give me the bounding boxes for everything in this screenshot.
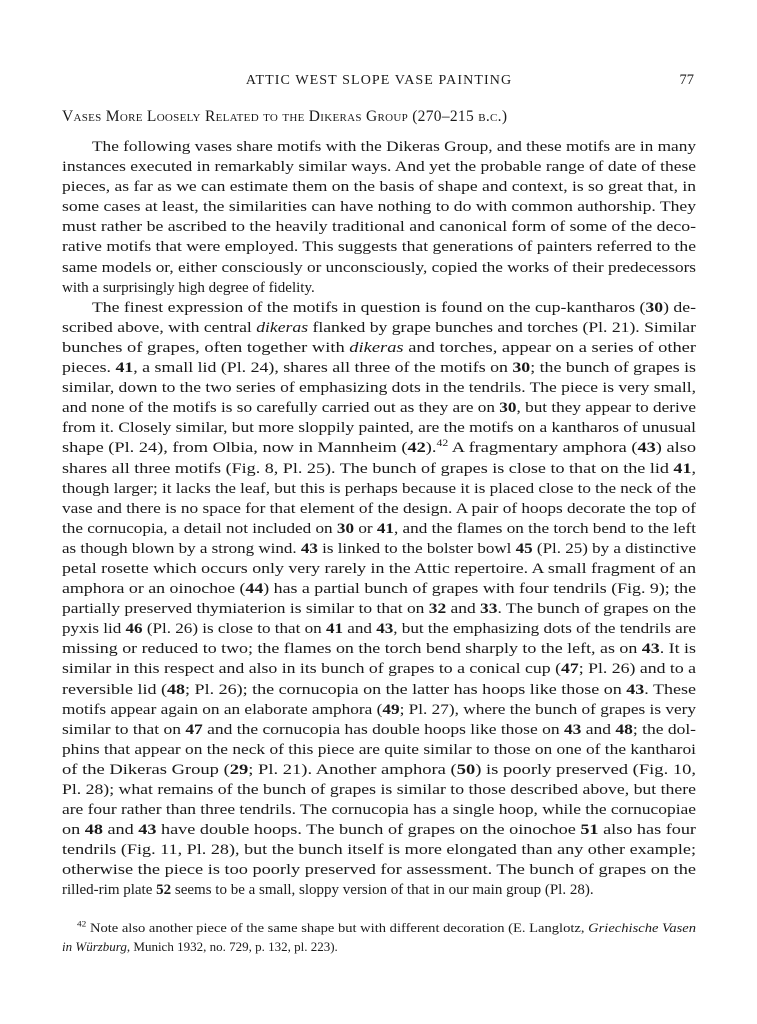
section-heading: Vases More Loosely Related to the Dikeras Group (270–215 b.c.) [62,108,508,125]
text-line: as though blown by a strong wind. 43 is linked to the bolster bowl 45 (Pl. 25) by a distinctive [62,540,696,557]
text-line: the cornucopia, a detail not included on 30 or 41, and the flames on the torch bend to the left [62,520,696,537]
text-line: bunches of grapes, often together with dikeras and torches, appear on a series of other [62,339,696,356]
text-line: amphora or an oinochoe (44) has a partial bunch of grapes with four tendrils (Fig. 9); the [62,581,696,598]
text-line: pieces, as far as we can estimate them on the basis of shape and context, is so great that, in [62,179,696,196]
running-head: ATTIC WEST SLOPE VASE PAINTING [245,73,513,88]
text-line: scribed above, with central dikeras flanked by grape bunches and torches (Pl. 21). Similar [62,319,697,336]
footnote [62,919,696,956]
text-line: pieces. 41, a small lid (Pl. 24), shares all three of the motifs on 30; the bunch of grapes is [62,360,696,377]
text-line: same models or, either consciously or unconsciously, copied the works of their predecessors [62,259,696,276]
text-line: phins that appear on the neck of this piece are quite similar to those on one of the kantharoi [62,741,696,758]
text-line: are four rather than three tendrils. The cornucopia has a single hoop, while the cornucopiae [62,802,696,819]
footnote-reference: 42 [436,438,449,450]
text-line: in Würzburg, Munich 1932, no. 729, p. 132, pl. 223). [62,938,338,954]
text-line: rative motifs that were employed. This suggests that generations of painters referred to the [62,239,696,256]
page-number: 77 [679,72,694,88]
body-text [62,137,696,901]
text-line: missing or reduced to two; the flames on the torch bend sharply to the left, as on 43. It is [62,641,696,658]
footnote-reference: 42 [77,919,87,929]
paragraph [62,298,696,901]
text-line: The following vases share motifs with the Dikeras Group, and these motifs are in many [92,139,696,155]
text-line: instances executed in remarkably similar ways. And yet the probable range of date of these [62,159,696,176]
text-line: though larger; it lacks the leaf, but this is perhaps because it is placed close to the neck of the [62,480,696,497]
text-line: similar to that on 47 and the cornucopia has double hoops like those on 43 and 48; the dol- [62,721,696,738]
text-line: some cases at least, the similarities can have nothing to do with common authorship. They [62,199,696,216]
text-line: rilled-rim plate 52 seems to be a small, sloppy version of that in our main group (Pl. 28). [62,882,594,899]
text-line: shape (Pl. 24), from Olbia, now in Mannheim (42).$^{42}$ A fragmentary amphora (43) also [62,438,696,457]
text-line: otherwise the piece is too poorly preserved for assessment. The bunch of grapes on the [62,862,696,879]
paragraph [62,137,696,298]
text-line: $^{42}$ Note also another piece of the same shape but with different decoration (E. Langlotz, Griechische Vasen [77,919,696,935]
text-line: must rather be ascribed to the heavily traditional and canonical form of some of the deco- [62,219,696,236]
text-line: vase and there is no space for that element of the design. A pair of hoops decorate the top of [62,500,696,517]
text-line: shares all three motifs (Fig. 8, Pl. 25). The bunch of grapes is close to that on the lid 41, [62,460,696,477]
text-line: partially preserved thymiaterion is similar to that on 32 and 33. The bunch of grapes on the [62,601,696,618]
text-line: similar in this respect and also in its bunch of grapes to a conical cup (47; Pl. 26) and to a [62,661,696,678]
text-line: with a surprisingly high degree of fidelity. [62,279,315,296]
text-line: Pl. 28); what remains of the bunch of grapes is similar to those described above, but there [62,782,696,798]
text-line: of the Dikeras Group (29; Pl. 21). Another amphora (50) is poorly preserved (Fig. 10, [62,761,696,778]
text-line: similar, down to the two series of emphasizing dots in the tendrils. The piece is very small, [62,380,696,397]
text-line: and none of the motifs is so carefully carried out as they are on 30, but they appear to derive [62,400,697,417]
page-header [62,73,696,91]
text-line: from it. Closely similar, but more sloppily painted, are the motifs on a kantharos of unusual [62,420,696,437]
text-line: tendrils (Fig. 11, Pl. 28), but the bunch itself is more elongated than any other example; [62,842,696,859]
text-line: on 48 and 43 have double hoops. The bunch of grapes on the oinochoe 51 also has four [62,822,696,839]
text-line: pyxis lid 46 (Pl. 26) is close to that on 41 and 43, but the emphasizing dots of the tendrils are [62,621,696,638]
text-line: petal rosette which occurs only very rarely in the Attic repertoire. A small fragment of an [62,560,696,577]
text-line: reversible lid (48; Pl. 26); the cornucopia on the latter has hoops like those on 43. These [62,681,696,698]
text-line: motifs appear again on an elaborate amphora (49; Pl. 27), where the bunch of grapes is very [62,701,696,718]
text-line: The finest expression of the motifs in question is found on the cup-kantharos (30) de- [92,299,696,316]
